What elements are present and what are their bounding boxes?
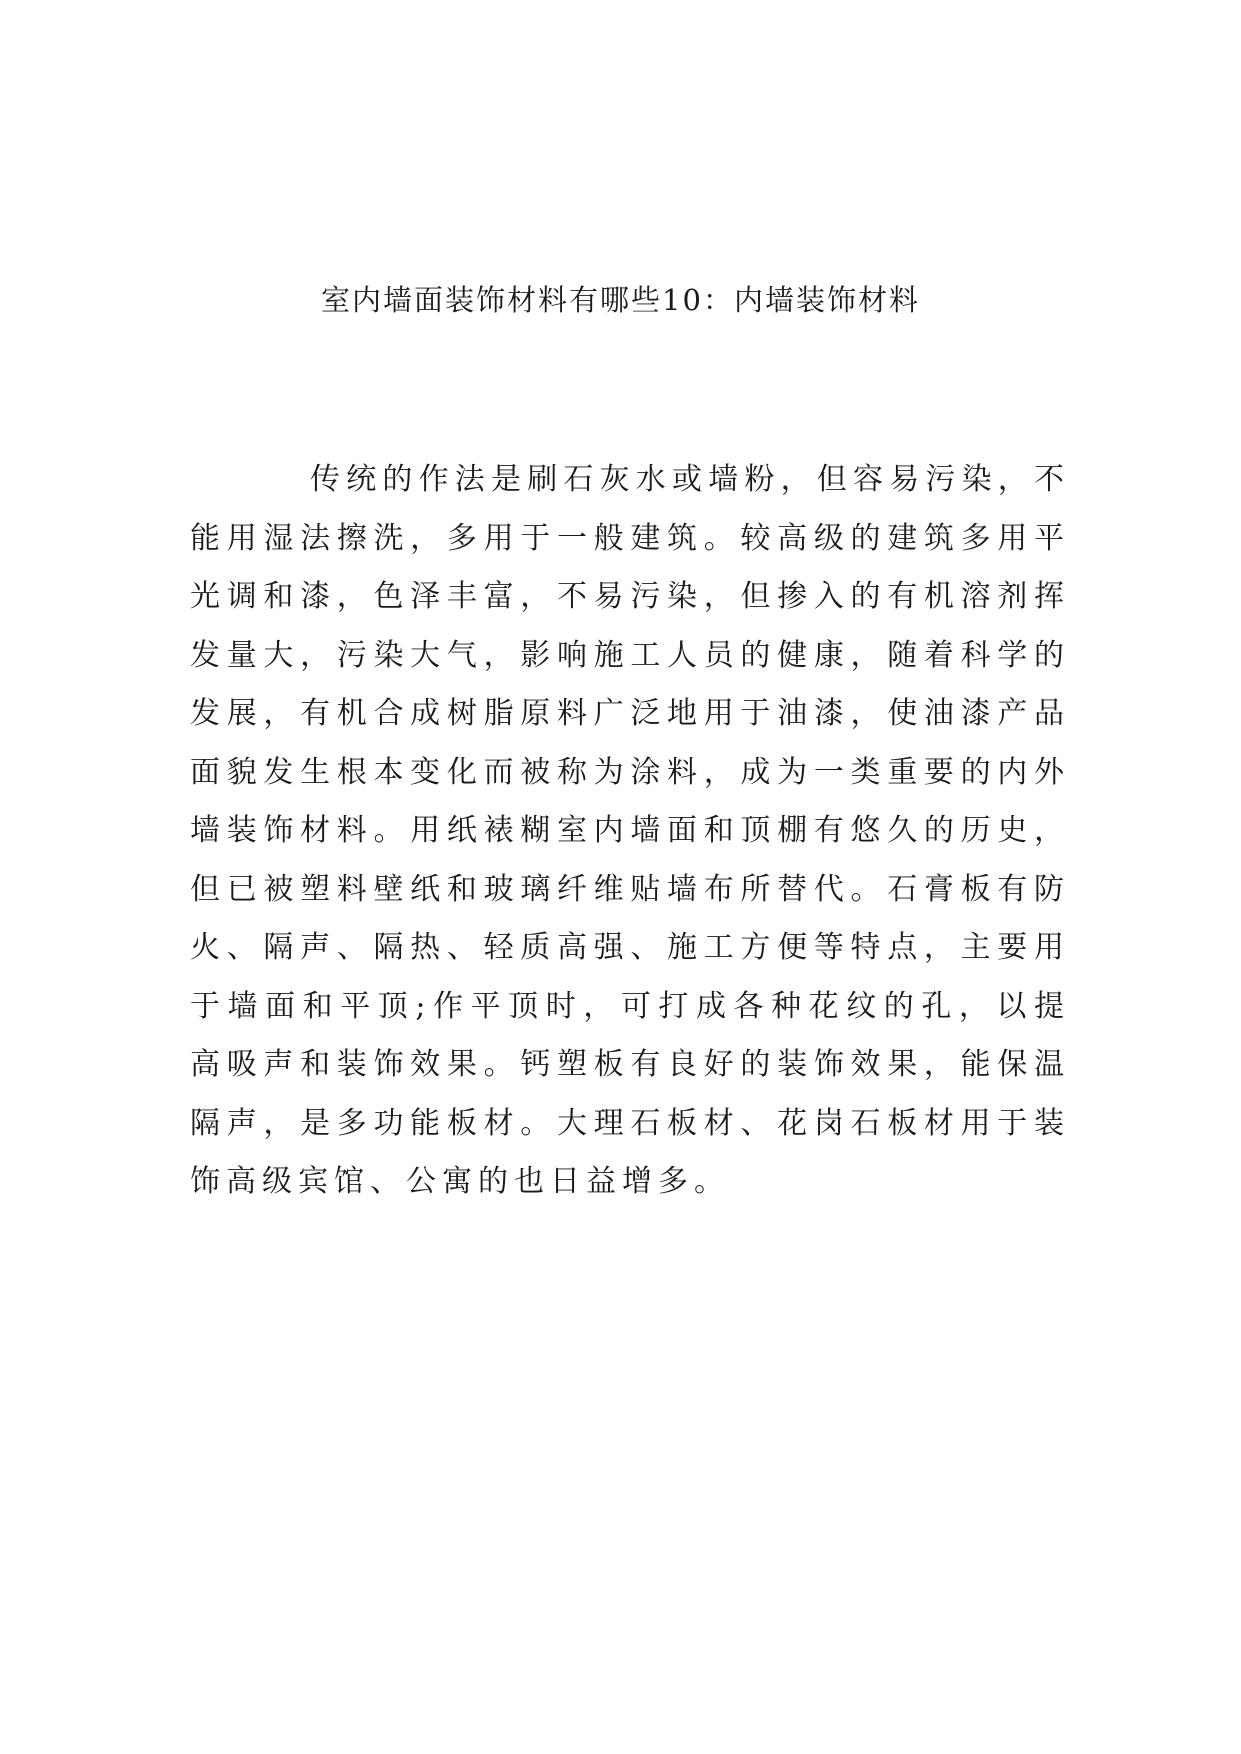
document-title: 室内墙面装饰材料有哪些10：内墙装饰材料 — [321, 283, 920, 317]
body-paragraph: 传统的作法是刷石灰水或墙粉，但容易污染，不能用湿法擦洗，多用于一般建筑。较高级的建筑多用平光调和漆，色泽丰富，不易污染，但掺入的有机溶剂挥发量大，污染大气，影响施工人员的健康，随着科学的发展，有机合成树脂原料广泛地用于油漆，使油漆产品面貌发生根本变化而被称为涂料，成为一类重要的内外墙装饰材料。用纸裱糊室内墙面和顶棚有悠久的历史，但已被塑料壁纸和玻璃纤维贴墙布所替代。石膏板有防火、隔声、隔热、轻质高强、施工方便等特点，主要用于墙面和平顶;作平顶时，可打成各种花纹的孔，以提高吸声和装饰效果。钙塑板有良好的装饰效果，能保温隔声，是多功能板材。大理石板材、花岗石板材用于装饰高级宾馆、公寓的也日益增多。 — [190, 462, 1070, 1199]
